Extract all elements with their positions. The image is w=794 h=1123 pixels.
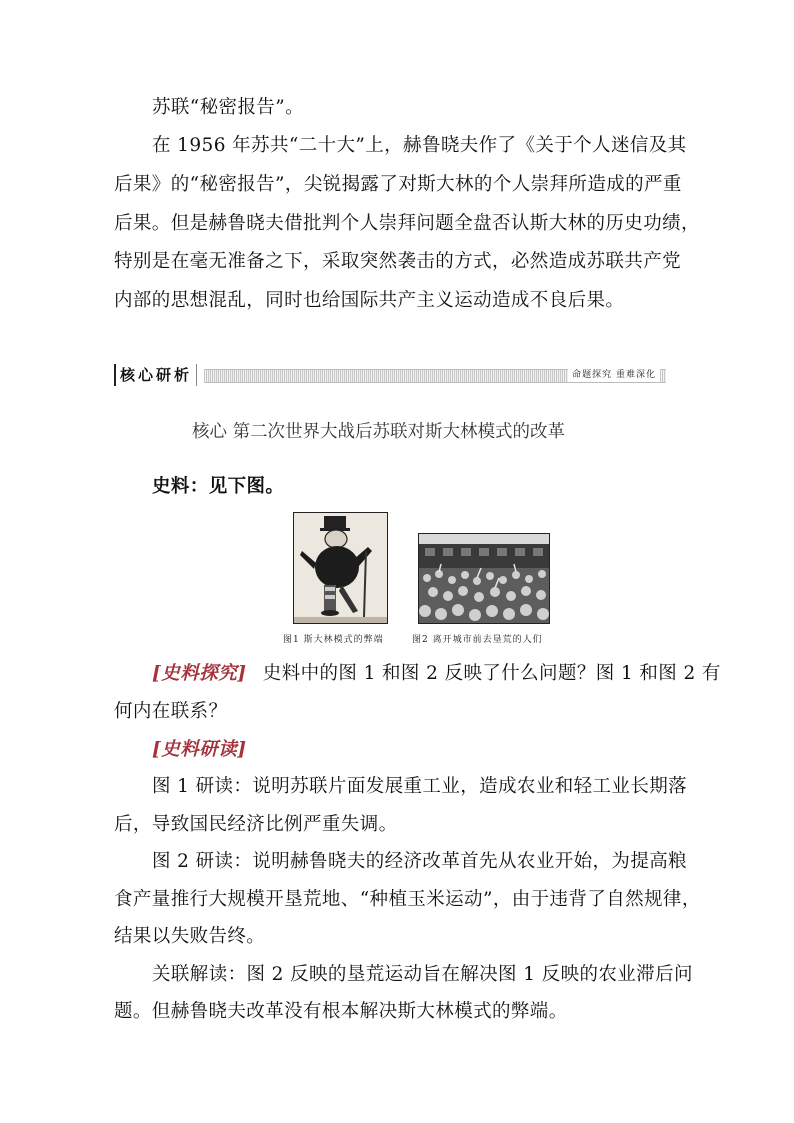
reading-line: 题。但赫鲁晓夫改革没有根本解决斯大林模式的弊端。 (114, 1001, 568, 1022)
reading-line: 结果以失败告终。 (114, 926, 266, 947)
banner-title: 核心研析 (114, 364, 197, 386)
reading-line: 图 1 研读：说明苏联片面发展重工业，造成农业和轻工业长期落 (152, 776, 688, 797)
section-banner (114, 364, 666, 386)
reading-line: 关联解读：图 2 反映的垦荒运动旨在解决图 1 反映的农业滞后问 (152, 964, 693, 985)
figure-1-image (293, 512, 388, 624)
explore-line-2: 何内在联系？ (114, 701, 228, 722)
reading-line: 食产量推行大规模开垦荒地、“种植玉米运动”，由于违背了自然规律， (114, 889, 701, 910)
source-label: 史料：见下图。 (152, 476, 285, 497)
explore-question: 史料中的图 1 和图 2 反映了什么问题？图 1 和图 2 有 (262, 663, 721, 684)
paragraph-line: 后果》的“秘密报告”，尖锐揭露了对斯大林的个人崇拜所造成的严重 (114, 174, 682, 195)
reading-label: [史料研读] (152, 739, 247, 760)
figure-1-caption: 图1 斯大林模式的弊端 (283, 635, 384, 645)
paragraph-line: 在 1956 年苏共“二十大”上，赫鲁晓夫作了《关于个人迷信及其 (152, 135, 687, 156)
banner-subtitle: 命题探究 重难深化 (568, 368, 660, 382)
figure-2-image (418, 533, 550, 624)
reading-line: 图 2 研读：说明赫鲁晓夫的经济改革首先从农业开始，为提高粮 (152, 851, 688, 872)
reading-line: 后，导致国民经济比例严重失调。 (114, 814, 398, 835)
core-title: 核心 第二次世界大战后苏联对斯大林模式的改革 (192, 422, 566, 442)
reading-label-line (152, 737, 247, 763)
paragraph-heading: 苏联“秘密报告”。 (152, 97, 305, 118)
explore-label: [史料探究] (152, 663, 247, 684)
paragraph-line: 特别是在毫无准备之下，采取突然袭击的方式，必然造成苏联共产党 (114, 251, 682, 272)
explore-line (152, 661, 721, 687)
paragraph-line: 后果。但是赫鲁晓夫借批判个人崇拜问题全盘否认斯大林的历史功绩， (114, 213, 700, 234)
crowd-train-photo-icon (419, 534, 549, 623)
paragraph-line: 内部的思想混乱，同时也给国际共产主义运动造成不良后果。 (114, 290, 625, 311)
figure-2-caption: 图2 离开城市前去垦荒的人们 (412, 635, 543, 645)
cartoon-figure-icon (294, 513, 387, 623)
